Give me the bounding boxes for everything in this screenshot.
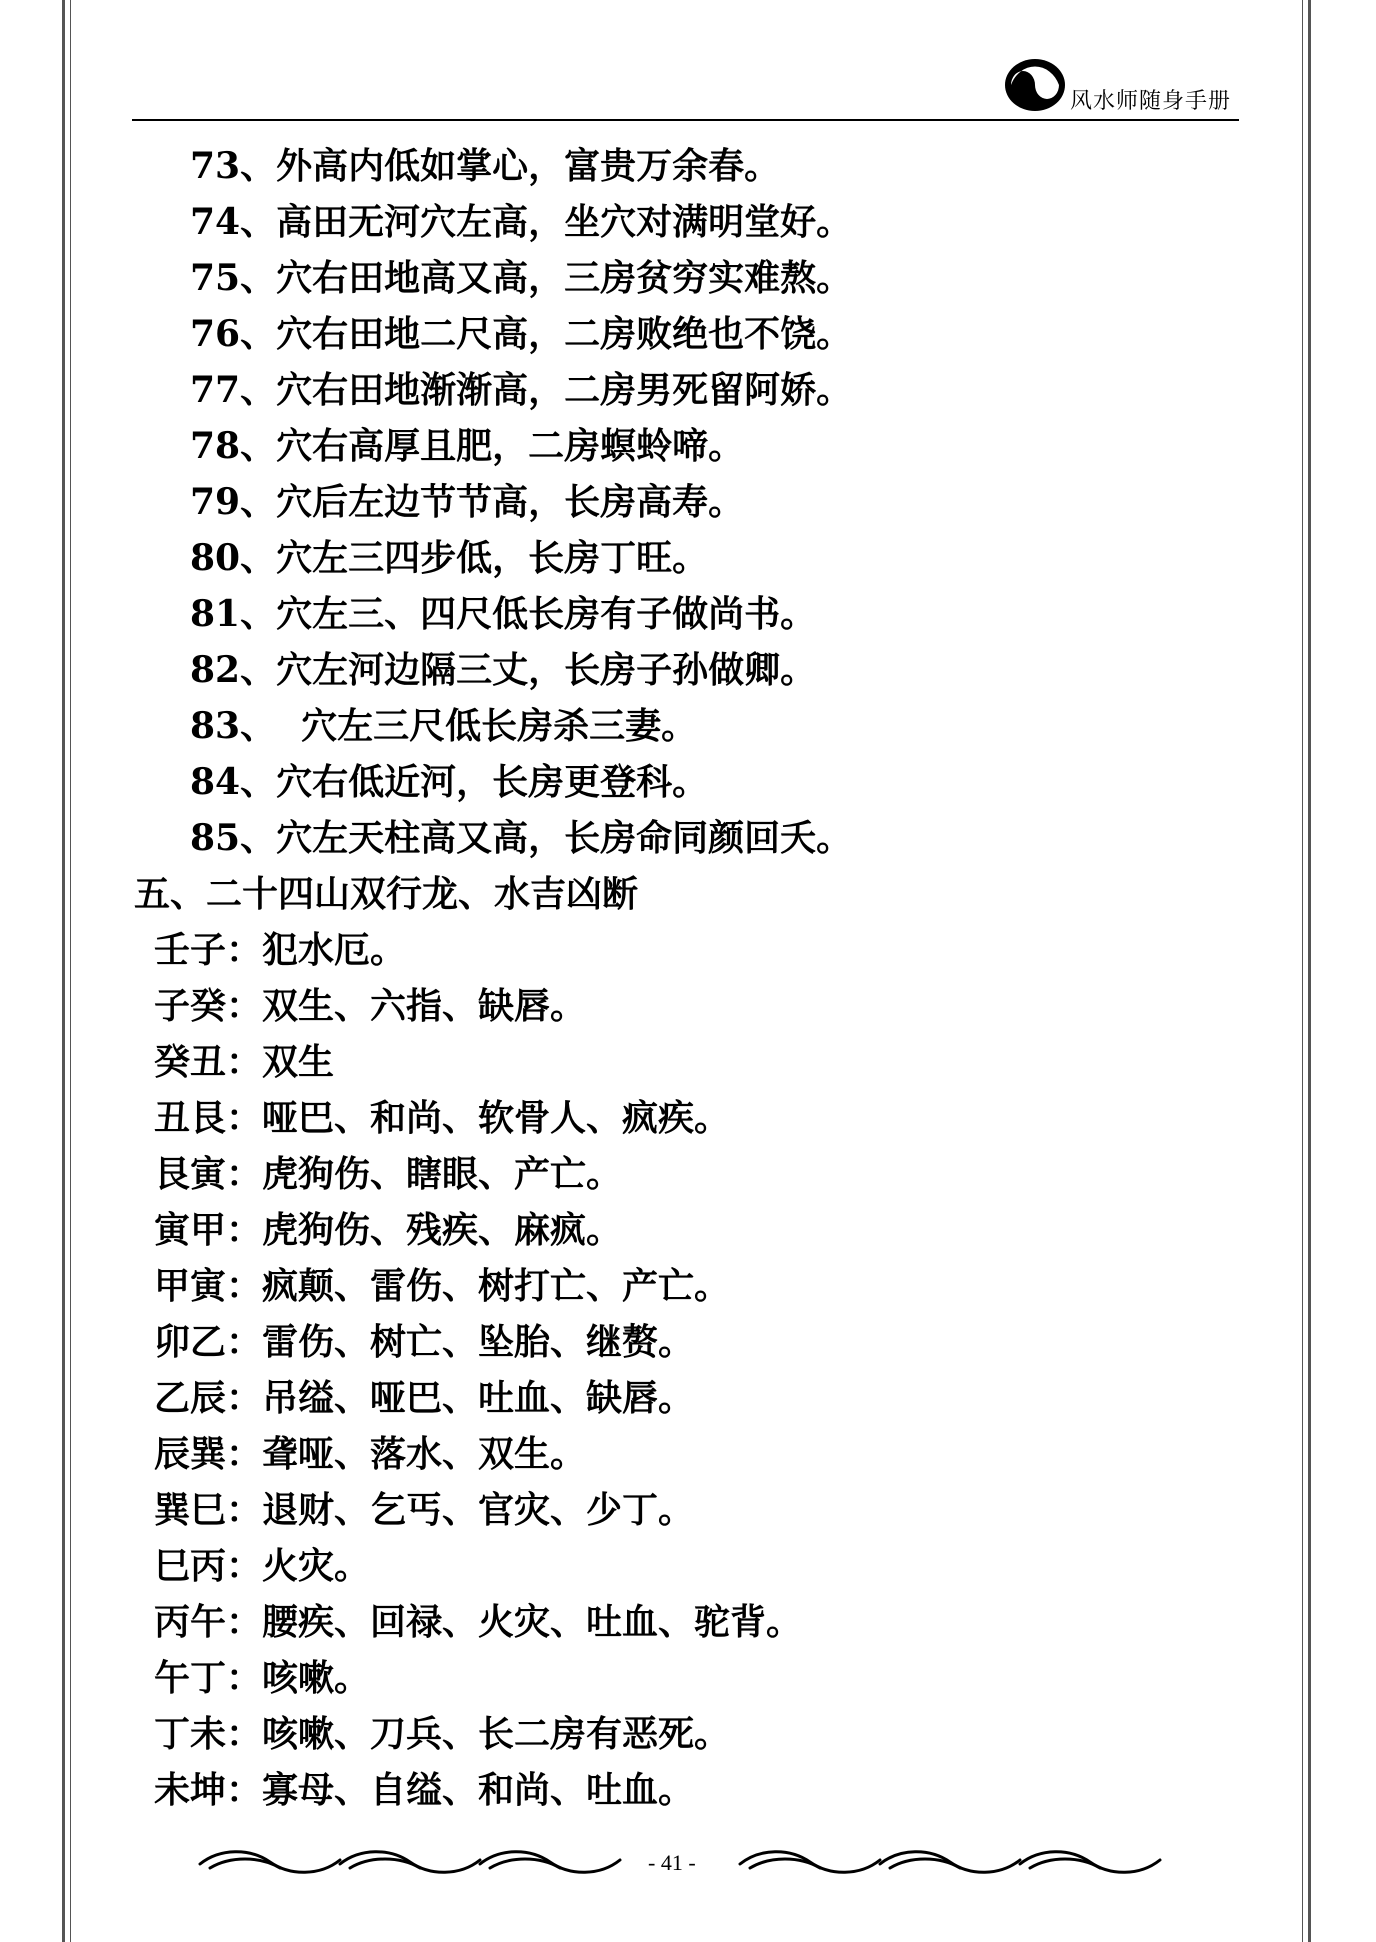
- mountain-item: 辰巽：聋哑、落水、双生。: [154, 1433, 587, 1475]
- mountain-item: 巳丙：火灾。: [154, 1545, 371, 1587]
- numbered-item: 83、 穴左三尺低长房杀三妻。: [190, 705, 698, 747]
- numbered-item: 73、外高内低如掌心，富贵万余春。: [190, 145, 781, 187]
- numbered-item: 77、穴右田地渐渐高，二房男死留阿娇。: [190, 369, 853, 411]
- mountain-item: 丑艮：哑巴、和尚、软骨人、疯疾。: [154, 1097, 731, 1139]
- mountain-item: 寅甲：虎狗伤、残疾、麻疯。: [154, 1209, 623, 1251]
- mountain-item: 甲寅：疯颠、雷伤、树打亡、产亡。: [154, 1265, 731, 1307]
- numbered-item: 81、穴左三、四尺低长房有子做尚书。: [190, 593, 817, 635]
- header-rule: [132, 119, 1239, 121]
- numbered-item: 74、高田无河穴左高，坐穴对满明堂好。: [190, 201, 853, 243]
- numbered-item: 80、穴左三四步低，长房丁旺。: [190, 537, 709, 579]
- numbered-item: 84、穴右低近河，长房更登科。: [190, 761, 709, 803]
- numbered-item: 82、穴左河边隔三丈，长房子孙做卿。: [190, 649, 817, 691]
- header-title: 风水师随身手册: [1070, 89, 1232, 114]
- page-number: - 41 -: [648, 1850, 696, 1875]
- mountain-item: 艮寅：虎狗伤、瞎眼、产亡。: [154, 1153, 623, 1195]
- mountain-item: 子癸：双生、六指、缺唇。: [154, 985, 587, 1027]
- numbered-item: 76、穴右田地二尺高，二房败绝也不饶。: [190, 313, 853, 355]
- mountain-item: 丁未：咳嗽、刀兵、长二房有恶死。: [154, 1713, 731, 1755]
- left-border-inner: [70, 0, 71, 1942]
- mountain-item: 癸丑：双生: [154, 1041, 335, 1083]
- mountain-item: 丙午：腰疾、回禄、火灾、吐血、驼背。: [154, 1601, 803, 1643]
- right-border-inner: [1302, 0, 1303, 1942]
- mountain-item: 巽巳：退财、乞丐、官灾、少丁。: [154, 1489, 695, 1531]
- mountain-item: 未坤：寡母、自缢、和尚、吐血。: [154, 1769, 695, 1811]
- yin-yang-icon: [1003, 57, 1067, 113]
- mountain-item: 壬子：犯水厄。: [154, 929, 407, 971]
- mountain-item: 卯乙：雷伤、树亡、坠胎、继赘。: [154, 1321, 695, 1363]
- numbered-item: 78、穴右高厚且肥，二房螟蛉啼。: [190, 425, 745, 467]
- right-border-outer: [1308, 0, 1311, 1942]
- numbered-item: 75、穴右田地高又高，三房贫穷实难熬。: [190, 257, 853, 299]
- left-border-outer: [62, 0, 65, 1942]
- numbered-item: 85、穴左天柱高又高，长房命同颜回夭。: [190, 817, 853, 859]
- section-title: 五、二十四山双行龙、水吉凶断: [134, 873, 639, 915]
- mountain-item: 午丁：咳嗽。: [154, 1657, 371, 1699]
- numbered-item: 79、穴后左边节节高，长房高寿。: [190, 481, 745, 523]
- mountain-item: 乙辰：吊缢、哑巴、吐血、缺唇。: [154, 1377, 695, 1419]
